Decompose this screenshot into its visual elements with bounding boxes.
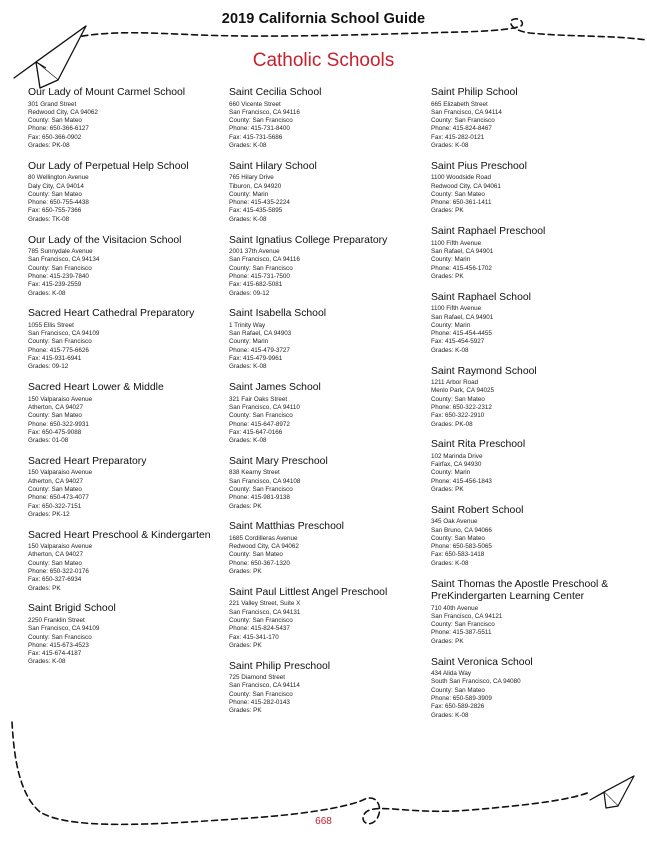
school-detail-line: San Bruno, CA 94066 <box>431 526 492 534</box>
school-entry <box>431 657 631 720</box>
school-detail-line: Phone: 650-473-4077 <box>28 494 89 502</box>
school-detail-line: Fax: 650-327-6934 <box>28 576 82 584</box>
school-detail-line: Atherton, CA 94027 <box>28 477 83 485</box>
school-detail-line: 221 Valley Street, Suite X <box>229 600 301 608</box>
school-detail-line: San Rafael, CA 94901 <box>431 313 494 321</box>
section-title: Catholic Schools <box>252 50 395 71</box>
school-name: Saint Raymond School <box>431 365 537 377</box>
school-entry <box>431 579 631 646</box>
school-detail-line: County: San Francisco <box>229 616 293 624</box>
school-detail-line: San Francisco, CA 94121 <box>431 612 503 620</box>
school-detail-line: 1100 Woodside Road <box>431 174 491 182</box>
school-detail-line: Grades: K-08 <box>229 215 267 223</box>
school-entry <box>28 235 228 298</box>
school-detail-line: Fax: 650-589-2826 <box>431 703 485 711</box>
school-name: Sacred Heart Preschool & Kindergarten <box>28 529 211 541</box>
school-name: Saint Philip Preschool <box>229 660 331 672</box>
school-detail-line: Grades: K-08 <box>431 141 469 149</box>
school-detail-line: Grades: PK <box>229 502 262 510</box>
school-detail-line: Phone: 415-456-1702 <box>431 264 492 272</box>
school-name: Saint Veronica School <box>431 656 533 668</box>
school-detail-line: Fax: 415-931-6941 <box>28 355 82 363</box>
school-detail-line: Grades: PK <box>431 637 464 645</box>
school-detail-line: Phone: 650-322-0176 <box>28 568 89 576</box>
school-detail-line: County: San Francisco <box>229 486 293 493</box>
school-detail-line: 1100 Fifth Avenue <box>431 305 482 313</box>
school-detail-line: Grades: PK <box>28 584 61 592</box>
school-detail-line: Fax: 650-322-2910 <box>431 412 485 420</box>
school-detail-line: County: San Mateo <box>431 534 485 542</box>
school-detail-line: Phone: 415-479-3727 <box>229 346 290 354</box>
school-detail-line: San Francisco, CA 94114 <box>229 682 300 690</box>
school-detail-line: 1055 Ellis Street <box>28 321 74 329</box>
school-detail-line: 301 Grand Street <box>28 100 77 108</box>
school-detail-line: 665 Elizabeth Street <box>431 100 488 108</box>
school-detail-line: Phone: 415-456-1843 <box>431 477 492 485</box>
school-detail-line: 321 Fair Oaks Street <box>229 395 288 403</box>
school-detail-line: County: Marin <box>431 469 471 477</box>
school-detail-line: Phone: 415-239-7840 <box>28 272 89 280</box>
school-detail-line: Phone: 415-731-8400 <box>229 125 290 133</box>
school-detail-line: County: San Francisco <box>28 338 92 346</box>
school-entry <box>431 226 631 281</box>
school-detail-line: Grades: PK-08 <box>431 420 473 428</box>
school-detail-line: Phone: 650-583-5065 <box>431 543 492 551</box>
school-entry <box>229 161 429 224</box>
school-detail-line: Phone: 415-824-8467 <box>431 125 492 133</box>
school-detail-line: 2250 Franklin Street <box>28 616 85 624</box>
school-name: Saint Rita Preschool <box>431 439 526 451</box>
school-name: Sacred Heart Preparatory <box>28 455 147 467</box>
school-detail-line: County: San Mateo <box>28 412 82 420</box>
school-entry <box>431 439 631 494</box>
school-detail-line: Grades: K-08 <box>28 658 66 666</box>
school-detail-line: Phone: 415-454-4455 <box>431 330 492 338</box>
school-detail-line: Grades: 01-08 <box>28 437 69 445</box>
school-detail-line: Fax: 650-755-7366 <box>28 207 82 215</box>
school-entry <box>431 505 631 568</box>
school-detail-line: Grades: PK <box>229 641 262 649</box>
school-name: Saint Isabella School <box>229 308 327 320</box>
school-name: Saint Cecilia School <box>229 87 322 98</box>
guide-title: 2019 California School Guide <box>221 11 426 27</box>
school-detail-line: County: Marin <box>431 321 471 329</box>
school-detail-line: Phone: 415-775-6626 <box>28 346 89 354</box>
school-name: Saint Raphael Preschool <box>431 226 546 238</box>
school-detail-line: Grades: PK-12 <box>28 510 70 518</box>
school-detail-line: Phone: 415-824-5437 <box>229 625 290 633</box>
school-detail-line: Phone: 415-387-5511 <box>431 629 492 637</box>
school-name: Saint Paul Littlest Angel Preschool <box>229 586 388 598</box>
school-detail-line: Grades: TK-08 <box>28 215 70 223</box>
page-number: 668 <box>315 816 332 827</box>
school-name: Saint Mary Preschool <box>229 455 328 467</box>
school-detail-line: Grades: K-08 <box>229 141 267 149</box>
school-detail-line: 660 Vicente Street <box>229 100 281 108</box>
school-detail-line: San Francisco, CA 94110 <box>229 403 300 411</box>
school-name: Our Lady of the Visitacion School <box>28 234 182 246</box>
school-detail-line: Atherton, CA 94027 <box>28 551 83 559</box>
school-detail-line: Fax: 415-454-5927 <box>431 338 485 346</box>
school-entry <box>229 661 429 716</box>
school-detail-line: County: San Francisco <box>229 690 293 698</box>
school-detail-line: Phone: 415-647-8972 <box>229 420 290 428</box>
school-detail-line: Phone: 415-731-7500 <box>229 272 290 280</box>
school-detail-line: 150 Valparaiso Avenue <box>28 543 93 551</box>
school-name: Saint Ignatius College Preparatory <box>229 234 388 246</box>
school-detail-line: San Francisco, CA 94134 <box>28 256 100 264</box>
school-detail-line: Fax: 650-322-7151 <box>28 502 82 510</box>
school-detail-line: Atherton, CA 94027 <box>28 403 83 411</box>
school-entry <box>229 456 429 511</box>
school-detail-line: 710 40th Avenue <box>431 604 479 612</box>
school-name: Saint Thomas the Apostle Preschool & PreKindergarten Learning Center <box>431 578 609 603</box>
school-name: Saint James School <box>229 382 321 394</box>
school-name: Saint Matthias Preschool <box>229 521 344 533</box>
school-name: Saint Philip School <box>431 87 518 98</box>
school-entry <box>229 382 429 445</box>
school-detail-line: 434 Alida Way <box>431 670 472 678</box>
school-entry <box>28 87 228 150</box>
bottom-dashed-path <box>12 722 590 824</box>
school-detail-line: 765 Hilary Drive <box>229 174 274 182</box>
school-name: Saint Hilary School <box>229 160 317 172</box>
school-detail-line: Daly City, CA 94014 <box>28 182 84 190</box>
school-detail-line: Grades: K-08 <box>229 437 267 445</box>
school-detail-line: San Francisco, CA 94131 <box>229 608 301 616</box>
school-detail-line: County: San Francisco <box>229 412 293 420</box>
school-detail-line: Grades: PK <box>431 207 464 215</box>
school-detail-line: Fairfax, CA 94930 <box>431 461 482 469</box>
school-detail-line: Phone: 650-367-1320 <box>229 559 290 567</box>
school-detail-line: County: Marin <box>229 190 269 198</box>
school-detail-line: Menlo Park, CA 94025 <box>431 387 495 395</box>
school-entry <box>229 87 429 150</box>
school-column <box>431 87 631 730</box>
school-detail-line: County: San Francisco <box>28 264 92 272</box>
school-name: Saint Raphael School <box>431 291 531 303</box>
school-detail-line: County: Marin <box>431 256 471 264</box>
school-entry <box>28 530 228 593</box>
school-entry <box>431 161 631 216</box>
school-entry <box>229 587 429 650</box>
school-detail-line: San Francisco, CA 94116 <box>229 256 300 264</box>
school-detail-line: 725 Diamond Street <box>229 674 286 682</box>
school-detail-line: 1685 Cordilleras Avenue <box>229 534 298 542</box>
school-detail-line: South San Francisco, CA 94080 <box>431 678 521 686</box>
school-detail-line: San Francisco, CA 94108 <box>229 477 301 485</box>
school-name: Sacred Heart Lower & Middle <box>28 382 164 394</box>
school-detail-line: Fax: 415-647-0166 <box>229 428 283 436</box>
school-detail-line: Fax: 415-682-5081 <box>229 281 283 289</box>
school-detail-line: Redwood City, CA 94062 <box>28 108 98 116</box>
school-detail-line: County: San Francisco <box>28 633 92 641</box>
school-detail-line: Fax: 415-435-5895 <box>229 207 283 215</box>
school-detail-line: Fax: 415-239-2559 <box>28 281 82 289</box>
school-entry <box>431 292 631 355</box>
school-detail-line: San Francisco, CA 94114 <box>431 108 502 116</box>
school-detail-line: 150 Valparaiso Avenue <box>28 469 93 477</box>
school-entry <box>229 235 429 298</box>
school-detail-line: Grades: K-08 <box>431 711 469 719</box>
school-detail-line: County: San Mateo <box>28 117 82 125</box>
school-detail-line: County: Marin <box>229 338 269 346</box>
school-entry <box>229 521 429 576</box>
school-detail-line: Grades: PK <box>431 486 464 493</box>
school-detail-line: Grades: 09-12 <box>28 363 69 371</box>
school-detail-line: Grades: K-08 <box>431 346 469 354</box>
school-entry <box>28 308 228 371</box>
paper-airplane-icon <box>590 776 634 808</box>
school-detail-line: 785 Sunnydale Avenue <box>28 248 93 256</box>
school-detail-line: Fax: 650-583-1418 <box>431 551 485 559</box>
school-detail-line: 1211 Arbor Road <box>431 379 479 387</box>
school-detail-line: 102 Marinda Drive <box>431 452 483 460</box>
school-detail-line: Grades: K-08 <box>28 289 66 297</box>
school-entry <box>431 366 631 429</box>
school-detail-line: 838 Kearny Street <box>229 469 280 477</box>
school-detail-line: San Rafael, CA 94903 <box>229 330 292 338</box>
school-detail-line: County: San Mateo <box>229 551 283 559</box>
school-detail-line: Fax: 415-479-9961 <box>229 355 283 363</box>
school-name: Saint Pius Preschool <box>431 160 527 172</box>
school-detail-line: County: San Mateo <box>431 395 485 403</box>
school-detail-line: Phone: 650-366-6127 <box>28 125 89 133</box>
school-detail-line: County: San Mateo <box>28 190 82 198</box>
school-detail-line: San Francisco, CA 94116 <box>229 108 300 116</box>
school-detail-line: 80 Wellington Avenue <box>28 174 89 182</box>
school-entry <box>28 161 228 224</box>
school-entry <box>28 456 228 519</box>
school-name: Our Lady of Mount Carmel School <box>28 87 186 98</box>
school-detail-line: 345 Oak Avenue <box>431 518 478 526</box>
school-detail-line: County: San Francisco <box>229 264 293 272</box>
school-detail-line: 1 Trinity Way <box>229 321 266 329</box>
school-detail-line: Grades: 09-12 <box>229 289 270 297</box>
school-detail-line: Grades: PK <box>229 707 262 715</box>
school-detail-line: Redwood City, CA 94061 <box>431 182 501 190</box>
school-name: Saint Brigid School <box>28 603 116 615</box>
school-detail-line: San Francisco, CA 94109 <box>28 330 100 338</box>
school-detail-line: Phone: 650-755-4438 <box>28 199 89 207</box>
school-detail-line: Phone: 650-589-3909 <box>431 694 492 702</box>
school-detail-line: County: San Mateo <box>431 190 485 198</box>
school-detail-line: Phone: 415-981-9138 <box>229 494 290 502</box>
school-detail-line: 150 Valparaiso Avenue <box>28 395 93 403</box>
school-entry <box>28 603 228 666</box>
school-detail-line: San Rafael, CA 94901 <box>431 248 494 256</box>
school-detail-line: Grades: PK <box>431 272 464 280</box>
school-detail-line: County: San Francisco <box>431 621 495 629</box>
school-detail-line: San Francisco, CA 94109 <box>28 625 100 633</box>
school-detail-line: County: San Mateo <box>28 486 82 493</box>
school-detail-line: Fax: 415-674-4187 <box>28 650 82 658</box>
school-detail-line: County: San Mateo <box>28 559 82 567</box>
school-detail-line: Grades: PK <box>229 568 262 576</box>
school-detail-line: Grades: PK-08 <box>28 141 70 149</box>
school-detail-line: County: San Francisco <box>229 117 293 125</box>
school-detail-line: Fax: 415-282-0121 <box>431 133 485 141</box>
school-name: Our Lady of Perpetual Help School <box>28 160 189 172</box>
school-column <box>28 87 228 677</box>
school-detail-line: County: San Francisco <box>431 117 495 125</box>
school-name: Saint Robert School <box>431 504 524 516</box>
school-detail-line: Fax: 415-341-170 <box>229 633 279 641</box>
school-detail-line: Phone: 415-282-0143 <box>229 699 290 707</box>
school-detail-line: Fax: 650-475-9088 <box>28 428 82 436</box>
school-entry <box>229 308 429 371</box>
school-detail-line: Phone: 415-673-4523 <box>28 641 89 649</box>
school-detail-line: Grades: K-08 <box>229 363 267 371</box>
school-entry <box>431 87 631 150</box>
school-detail-line: Phone: 650-322-2312 <box>431 403 492 411</box>
school-detail-line: Tiburon, CA 94920 <box>229 182 282 190</box>
school-detail-line: Phone: 415-435-2224 <box>229 199 290 207</box>
school-detail-line: 1100 Fifth Avenue <box>431 239 482 247</box>
school-detail-line: Redwood City, CA 94062 <box>229 543 299 551</box>
school-detail-line: Fax: 650-366-0902 <box>28 133 82 141</box>
school-entry <box>28 382 228 445</box>
school-detail-line: 2001 37th Avenue <box>229 248 280 256</box>
school-detail-line: Phone: 650-322-9931 <box>28 420 89 428</box>
school-detail-line: County: San Mateo <box>431 686 485 694</box>
school-detail-line: Grades: K-08 <box>431 559 469 567</box>
school-detail-line: Phone: 650-361-1411 <box>431 199 492 207</box>
school-detail-line: Fax: 415-731-5686 <box>229 133 283 141</box>
school-name: Sacred Heart Cathedral Preparatory <box>28 308 195 320</box>
school-column <box>229 87 429 726</box>
